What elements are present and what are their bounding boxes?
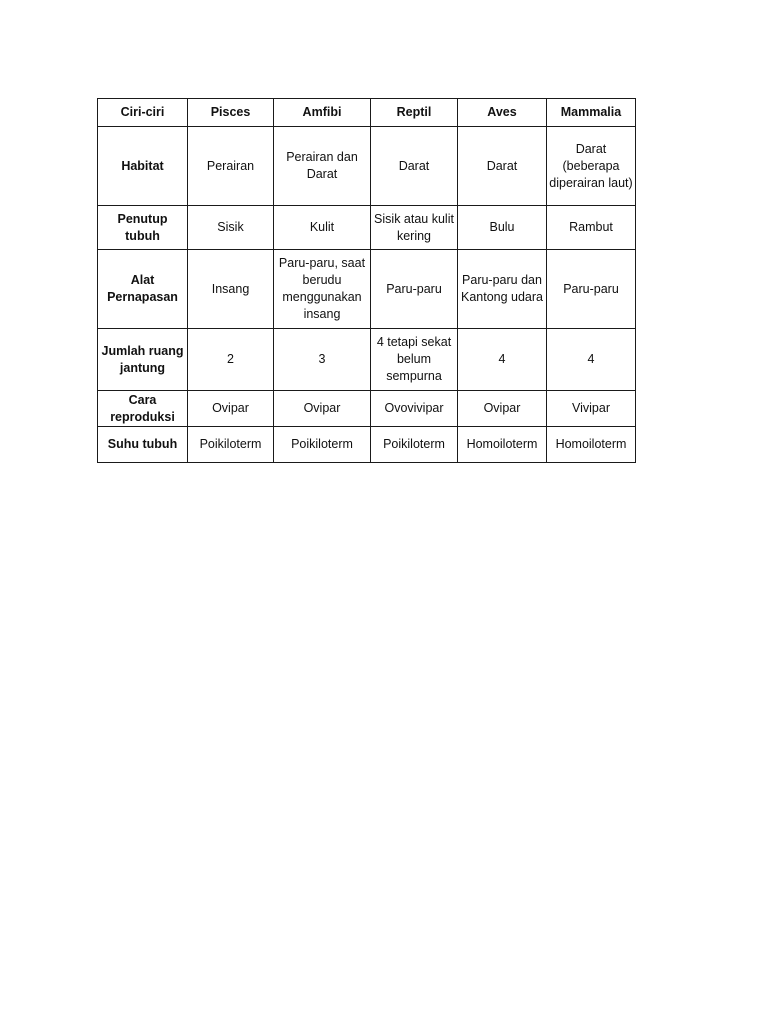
header-cell-aves: Aves	[458, 99, 547, 127]
table-cell: Sisik	[188, 206, 274, 250]
row-label: Jumlah ruang jantung	[98, 329, 188, 391]
table-cell: Kulit	[274, 206, 371, 250]
row-label: Habitat	[98, 127, 188, 206]
table-cell: Vivipar	[547, 391, 636, 427]
header-cell-ciri-ciri: Ciri-ciri	[98, 99, 188, 127]
table-row-penutup-tubuh	[98, 206, 636, 250]
table-cell: Insang	[188, 250, 274, 329]
table-cell: Homoiloterm	[458, 427, 547, 463]
table-cell: Paru-paru dan Kantong udara	[458, 250, 547, 329]
table-cell: Perairan	[188, 127, 274, 206]
table-cell: 4	[458, 329, 547, 391]
table-row-jumlah-ruang-jantung	[98, 329, 636, 391]
table-cell: Paru-paru	[547, 250, 636, 329]
row-label: Penutup tubuh	[98, 206, 188, 250]
table-cell: Poikiloterm	[188, 427, 274, 463]
table-cell: Darat (beberapa diperairan laut)	[547, 127, 636, 206]
table-cell: Ovipar	[458, 391, 547, 427]
row-label: Cara reproduksi	[98, 391, 188, 427]
table-cell: Homoiloterm	[547, 427, 636, 463]
header-cell-amfibi: Amfibi	[274, 99, 371, 127]
table-cell: Poikiloterm	[274, 427, 371, 463]
table-cell: Ovipar	[274, 391, 371, 427]
table-cell: 4	[547, 329, 636, 391]
table-cell: Sisik atau kulit kering	[371, 206, 458, 250]
table-row-suhu-tubuh	[98, 427, 636, 463]
table-cell: 4 tetapi sekat belum sempurna	[371, 329, 458, 391]
table-cell: 2	[188, 329, 274, 391]
row-label: Suhu tubuh	[98, 427, 188, 463]
table-cell: Ovipar	[188, 391, 274, 427]
table-cell: Bulu	[458, 206, 547, 250]
table-cell: Poikiloterm	[371, 427, 458, 463]
header-cell-pisces: Pisces	[188, 99, 274, 127]
table-row-habitat	[98, 127, 636, 206]
row-label: Alat Pernapasan	[98, 250, 188, 329]
animal-characteristics-table	[97, 98, 636, 463]
header-row	[98, 99, 636, 127]
table-cell: Perairan dan Darat	[274, 127, 371, 206]
table-row-cara-reproduksi	[98, 391, 636, 427]
table-row-alat-pernapasan	[98, 250, 636, 329]
table-cell: Rambut	[547, 206, 636, 250]
table-cell: 3	[274, 329, 371, 391]
table-cell: Ovovivipar	[371, 391, 458, 427]
table-cell: Paru-paru, saat berudu menggunakan insang	[274, 250, 371, 329]
table-cell: Darat	[458, 127, 547, 206]
header-cell-mammalia: Mammalia	[547, 99, 636, 127]
header-cell-reptil: Reptil	[371, 99, 458, 127]
table-cell: Darat	[371, 127, 458, 206]
table-cell: Paru-paru	[371, 250, 458, 329]
